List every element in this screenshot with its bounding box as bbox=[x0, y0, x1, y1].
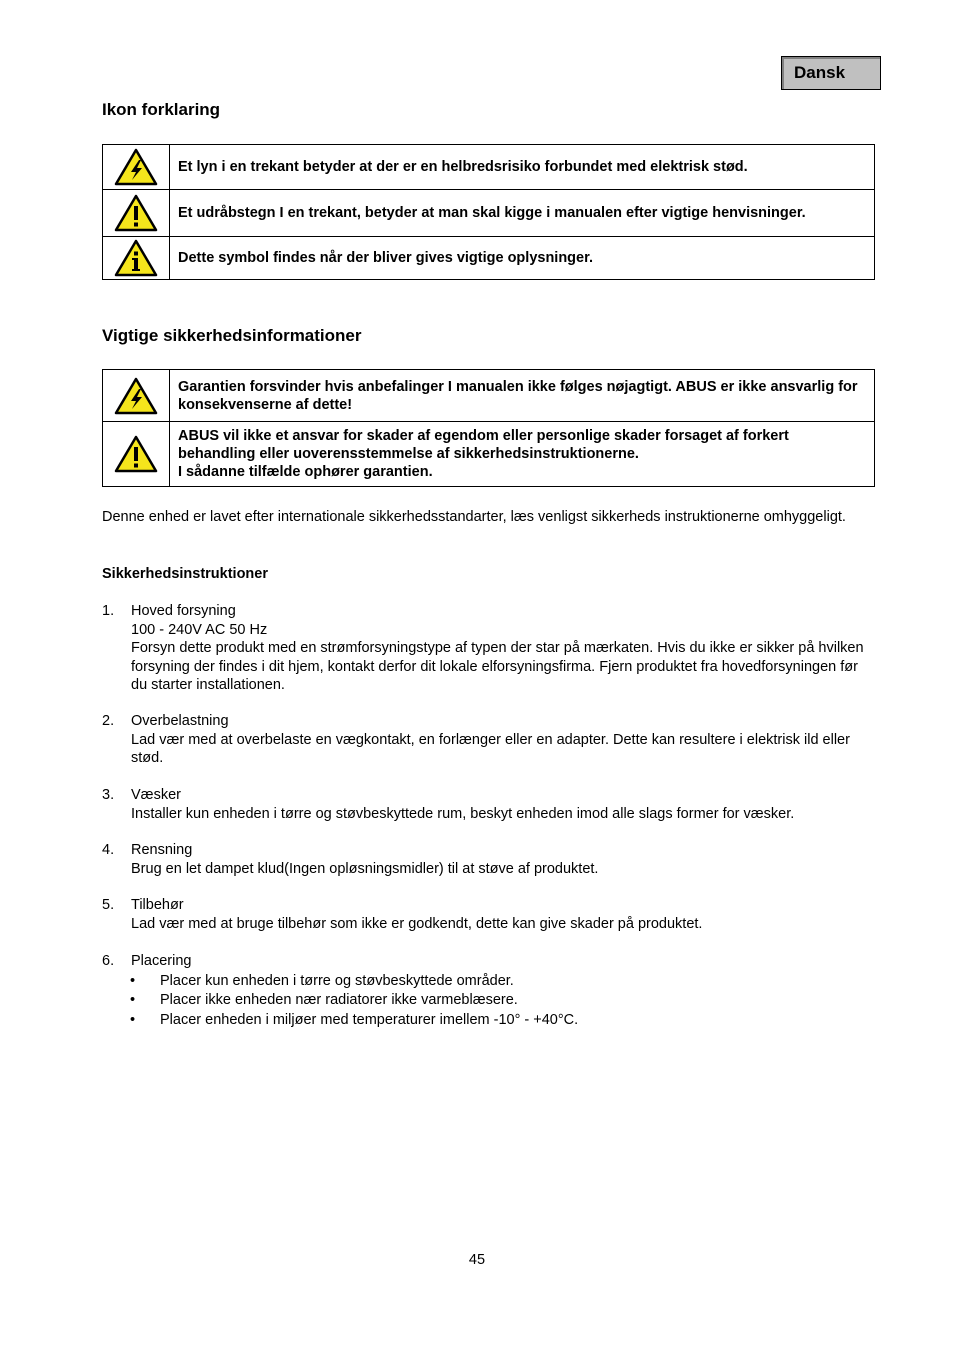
icon-cell bbox=[103, 190, 170, 237]
safety-text: Garantien forsvinder hvis anbefalinger I manualen ikke følges nøjagtigt. ABUS er ikke ansvarlig for konsekvenserne af dette! bbox=[170, 370, 875, 422]
item-number: 2. bbox=[102, 713, 115, 729]
item-number: 4. bbox=[102, 842, 115, 858]
legend-text: Et lyn i en trekant betyder at der er en helbredsrisiko forbundet med elektrisk stød. bbox=[170, 145, 875, 190]
list-item bbox=[102, 952, 877, 1029]
safety-section-title: Vigtige sikkerhedsinformationer bbox=[102, 326, 362, 345]
list-item bbox=[102, 896, 877, 933]
item-title: Væsker bbox=[131, 787, 181, 803]
bullet-item: • Placer enheden i miljøer med temperaturer imellem -10° - +40°C. bbox=[130, 1011, 579, 1028]
item-text: Installer kun enheden i tørre og støvbeskyttede rum, beskyt enheden imod alle slags former for væsker. bbox=[131, 805, 795, 822]
exclamation-warning-icon bbox=[114, 194, 158, 232]
icon-section-title: Ikon forklaring bbox=[102, 100, 221, 119]
legend-text: Et udråbstegn I en trekant, betyder at man skal kigge i manualen efter vigtige henvisninger. bbox=[170, 190, 875, 237]
item-subline: 100 - 240V AC 50 Hz bbox=[131, 621, 268, 638]
list-item bbox=[102, 786, 877, 823]
page-number: 45 bbox=[468, 1252, 486, 1268]
safety-table bbox=[102, 369, 875, 487]
item-text: Lad vær med at bruge tilbehør som ikke er godkendt, dette kan give skader på produktet. bbox=[131, 915, 703, 932]
table-row bbox=[103, 422, 875, 487]
icon-cell bbox=[103, 370, 170, 422]
bullet-item: • Placer kun enheden i tørre og støvbeskyttede områder. bbox=[130, 972, 514, 989]
table-row bbox=[103, 190, 875, 237]
item-title: Hoved forsyning bbox=[131, 603, 236, 619]
item-title: Rensning bbox=[131, 842, 193, 858]
table-row bbox=[103, 370, 875, 422]
item-text: Forsyn dette produkt med en strømforsyningstype af typen der star på mærkaten. Hvis du ikke er sikker på hvilken forsyning der findes i dit hjem, kontakt derfor dit lokale elforsyningsfirma. Fjern produktet fra hovedforsyningen før du starter installationen. bbox=[131, 640, 864, 693]
icon-cell bbox=[103, 145, 170, 190]
instructions-title: Sikkerhedsinstruktioner bbox=[102, 566, 268, 582]
list-item bbox=[102, 602, 877, 695]
safety-text-line: I sådanne tilfælde ophører garantien. bbox=[178, 464, 433, 480]
safety-text-line: ABUS vil ikke et ansvar for skader af egendom eller personlige skader forsaget af forkert behandling eller uoverensstemmelse af sikkerhedsinstruktionerne. bbox=[178, 428, 789, 462]
bullet-item: • Placer ikke enheden nær radiatorer ikke varmeblæsere. bbox=[130, 992, 518, 1008]
list-item bbox=[102, 841, 877, 878]
item-title: Placering bbox=[131, 953, 192, 969]
item-text: Lad vær med at overbelaste en vægkontakt, en forlænger eller en adapter. Dette kan resultere i elektrisk ild eller stød. bbox=[131, 731, 850, 766]
item-title: Tilbehør bbox=[131, 897, 184, 913]
item-number: 5. bbox=[102, 897, 115, 913]
language-tab: Dansk bbox=[781, 56, 881, 90]
lightning-warning-icon bbox=[114, 148, 158, 186]
item-text: Brug en let dampet klud(Ingen opløsningsmidler) til at støve af produktet. bbox=[131, 860, 599, 877]
safety-text bbox=[170, 422, 875, 487]
table-row bbox=[103, 237, 875, 280]
bullet-icon: • bbox=[130, 972, 136, 989]
item-number: 3. bbox=[102, 787, 115, 803]
item-number: 1. bbox=[102, 603, 115, 619]
info-warning-icon bbox=[114, 239, 158, 277]
icon-cell bbox=[103, 422, 170, 487]
icon-legend-table bbox=[102, 144, 875, 280]
icon-cell bbox=[103, 237, 170, 280]
table-row bbox=[103, 145, 875, 190]
bullet-icon: • bbox=[130, 992, 136, 1008]
legend-text: Dette symbol findes når der bliver gives vigtige oplysninger. bbox=[170, 237, 875, 280]
bullet-icon: • bbox=[130, 1011, 136, 1028]
exclamation-warning-icon bbox=[114, 435, 158, 473]
lightning-warning-icon bbox=[114, 377, 158, 415]
bullet-list bbox=[102, 972, 877, 1030]
intro-paragraph: Denne enhed er lavet efter internationale sikkerhedsstandarter, læs venligst sikkerheds instruktionerne omhyggeligt. bbox=[102, 509, 846, 525]
item-title: Overbelastning bbox=[131, 713, 229, 729]
list-item bbox=[102, 712, 877, 768]
item-number: 6. bbox=[102, 953, 115, 969]
